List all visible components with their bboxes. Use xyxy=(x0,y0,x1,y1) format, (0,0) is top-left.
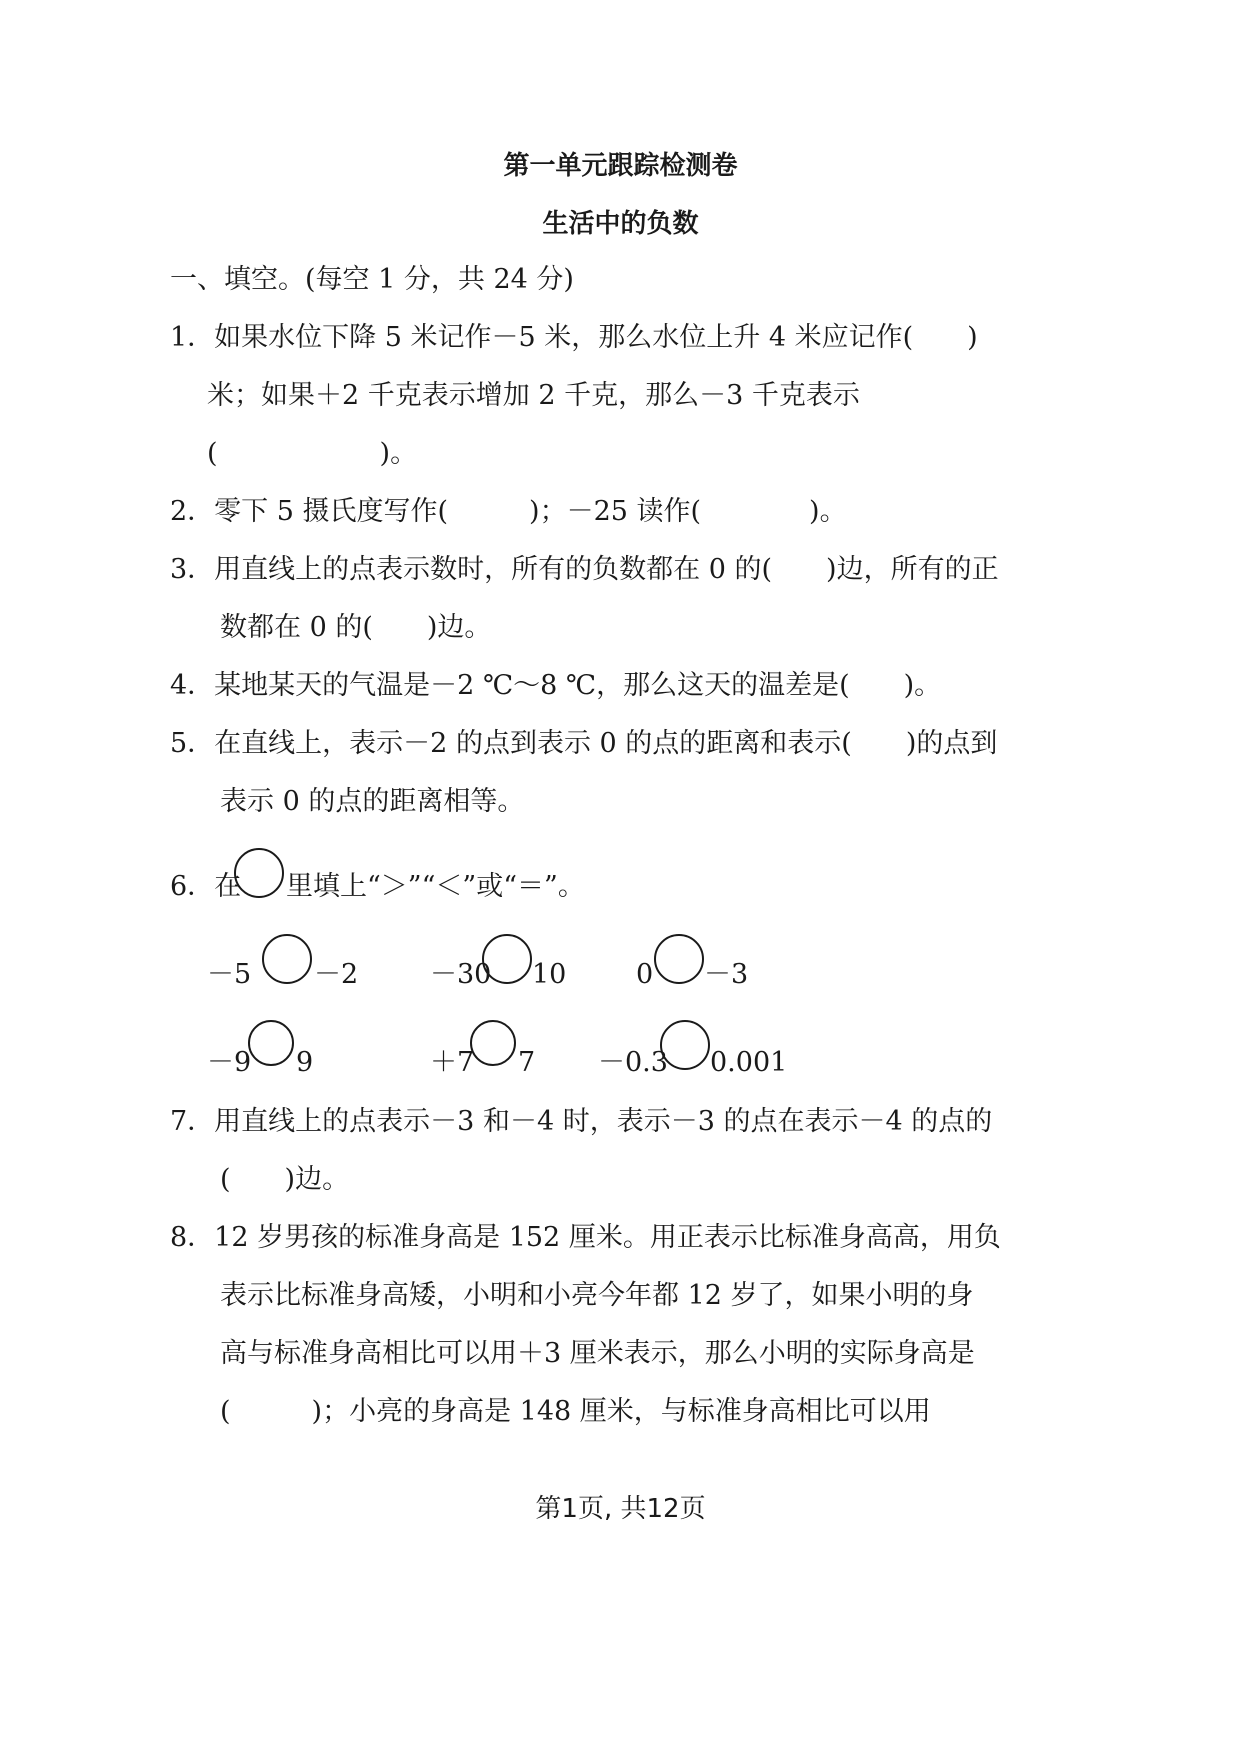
comparison-left: －9 xyxy=(207,1047,252,1078)
q8-line3: 高与标准身高相比可以用＋3 厘米表示，那么小明的实际身高是 xyxy=(220,1338,975,1369)
answer-circle-icon[interactable] xyxy=(248,1020,294,1066)
comparison-left: －0.3 xyxy=(598,1047,668,1078)
comparison-right: －3 xyxy=(704,959,749,990)
page-title: 第一单元跟踪检测卷 xyxy=(503,151,738,181)
q3-line2: 数都在 0 的( )边。 xyxy=(220,612,492,643)
comparison-right: －2 xyxy=(314,959,359,990)
page-subtitle: 生活中的负数 xyxy=(542,209,699,239)
answer-circle-icon[interactable] xyxy=(262,934,312,984)
comparison-left: 0 xyxy=(636,959,654,990)
comparison-right: 10 xyxy=(532,959,567,990)
q6-suffix: 里填上“＞”“＜”或“＝”。 xyxy=(286,871,585,902)
answer-circle-icon[interactable] xyxy=(482,934,532,984)
q8-line1: 8．12 岁男孩的标准身高是 152 厘米。用正表示比标准身高高，用负 xyxy=(170,1222,1001,1253)
q5-line2: 表示 0 的点的距离相等。 xyxy=(220,786,525,817)
comparison-left: －5 xyxy=(207,959,252,990)
q8-line4: ( )；小亮的身高是 148 厘米，与标准身高相比可以用 xyxy=(220,1396,931,1427)
answer-circle-icon[interactable] xyxy=(654,934,704,984)
q6-prefix: 6．在 xyxy=(170,871,242,902)
comparison-right: 9 xyxy=(296,1047,314,1078)
q3-line1: 3．用直线上的点表示数时，所有的负数都在 0 的( )边，所有的正 xyxy=(170,554,999,585)
q5-line1: 5．在直线上，表示－2 的点到表示 0 的点的距离和表示( )的点到 xyxy=(170,728,998,759)
q1-line1: 1．如果水位下降 5 米记作－5 米，那么水位上升 4 米应记作( ) xyxy=(170,322,978,353)
section-heading: 一、填空。(每空 1 分，共 24 分) xyxy=(170,264,574,295)
q8-line2: 表示比标准身高矮，小明和小亮今年都 12 岁了，如果小明的身 xyxy=(220,1280,974,1311)
q4-line1: 4．某地某天的气温是－2 ℃～8 ℃，那么这天的温差是( )。 xyxy=(170,670,942,701)
comparison-right: 0.001 xyxy=(710,1047,788,1078)
q7-line1: 7．用直线上的点表示－3 和－4 时，表示－3 的点在表示－4 的点的 xyxy=(170,1106,993,1137)
answer-circle-icon[interactable] xyxy=(660,1020,710,1070)
comparison-left: －30 xyxy=(430,959,492,990)
q7-line2: ( )边。 xyxy=(220,1164,350,1195)
answer-circle-icon xyxy=(234,848,284,898)
page-number: 第1页, 共12页 xyxy=(535,1494,706,1524)
q1-line3: ( )。 xyxy=(207,438,418,469)
comparison-right: 7 xyxy=(518,1047,536,1078)
comparison-left: ＋7 xyxy=(430,1047,475,1078)
q1-line2: 米；如果＋2 千克表示增加 2 千克，那么－3 千克表示 xyxy=(207,380,860,411)
q2-line1: 2．零下 5 摄氏度写作( )；－25 读作( )。 xyxy=(170,496,847,527)
answer-circle-icon[interactable] xyxy=(470,1020,516,1066)
